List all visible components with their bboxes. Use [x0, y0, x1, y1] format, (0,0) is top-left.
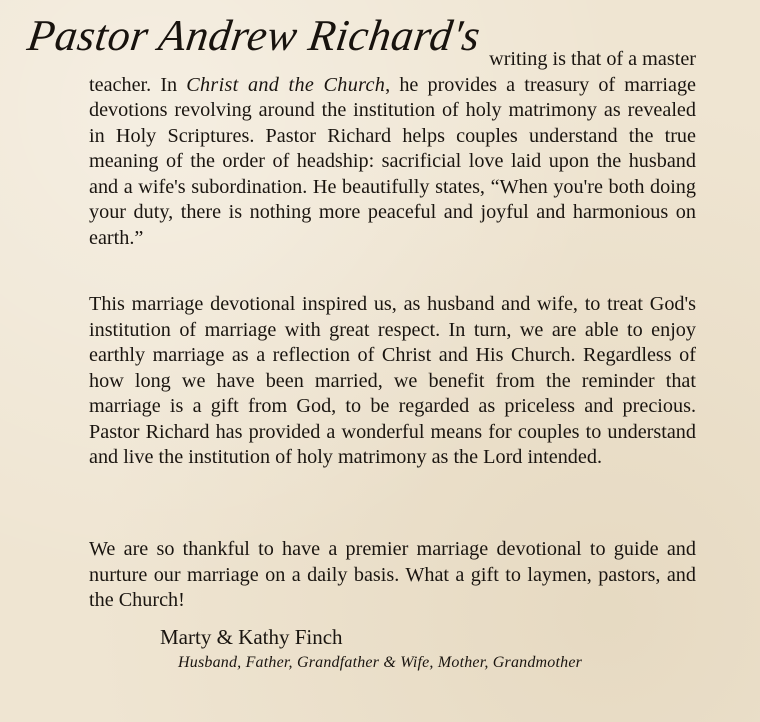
- author-name-script: Pastor Andrew Richard's: [24, 11, 484, 60]
- paragraph-1-body: [89, 73, 696, 252]
- paragraph-3-text: We are so thankful to have a premier marriage devotional to guide and nurture our marriage on a daily basis. What a gift to laymen, pastors, and the Church!: [89, 538, 696, 611]
- paragraph-1: [89, 47, 696, 251]
- signature-roles: Husband, Father, Grandfather & Wife, Mother, Grandmother: [178, 654, 583, 671]
- paragraph-2-text: This marriage devotional inspired us, as husband and wife, to treat God's institution of marriage with great respect. In turn, we are able to enjoy earthly marriage as a reflection of Christ and His Church. Regardless of how long we have been married, we benefit from the reminder that marriage is a gift from God, to be regarded as priceless and precious. Pastor Richard has provided a wonderful means for couples to understand and live the institution of holy matrimony as the Lord intended.: [89, 293, 696, 468]
- paragraph-2: [89, 292, 696, 471]
- paragraph-1-intro: teacher. In: [89, 73, 187, 96]
- paragraph-1-rest: , he provides a treasury of marriage devotions revolving around the institution of holy matrimony as revealed in Holy Scriptures. Pastor Richard helps couples understand the true meaning of the order of headship: sacrificial love laid upon the husband and a wife's subordination. He beautifully states, “When you're both doing your duty, there is nothing more peaceful and joyful and harmonious on earth.”: [89, 73, 697, 249]
- signature-names: Marty & Kathy Finch: [160, 625, 343, 649]
- paragraph-1-first-line: writing is that of a master: [489, 48, 696, 70]
- paragraph-3: [89, 537, 696, 614]
- book-title: Christ and the Church: [186, 73, 386, 96]
